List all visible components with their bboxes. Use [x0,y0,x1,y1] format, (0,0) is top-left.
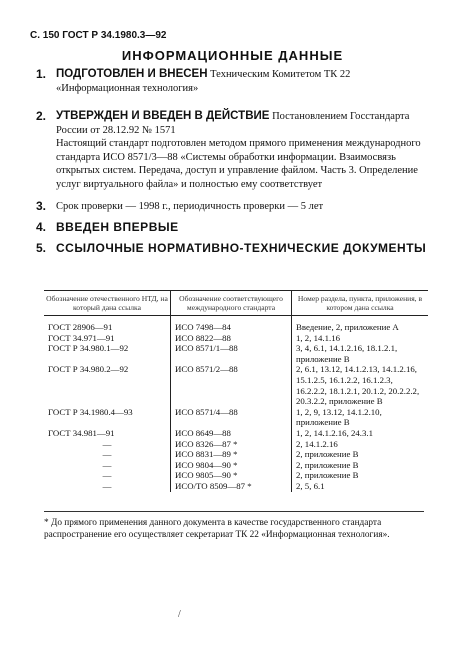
section-heading: УТВЕРЖДЕН И ВВЕДЕН В ДЕЙСТВИЕ [56,110,270,122]
table-cell: ИСО 9805—90 * [171,470,292,481]
table-cell: ГОСТ 34.981—91 [48,427,115,438]
column-header: Обозначение отечественного НТД, на который дана ссылка [44,291,171,316]
section-heading: ПОДГОТОВЛЕН И ВНЕСЕН [56,68,208,80]
table-cell: ИСО 8571/4—88 [171,407,292,428]
page-header: С. 150 ГОСТ Р 34.1980.3—92 [30,30,167,41]
section-text: Постановлением Госстандарта России от 28.12.92 № 1571 [56,111,410,136]
section-number: 5. [36,241,47,255]
table-cell: ИСО 9804—90 * [171,460,292,471]
table-row [44,449,428,460]
table-cell: ГОСТ Р 34.980.1—92 [48,343,129,354]
footnote-divider [44,511,424,512]
table-cell: ИСО 8571/2—88 [171,364,292,406]
table-cell: ИСО/ТО 8509—87 * [171,481,292,492]
table-row [44,364,428,406]
table-cell: 1, 2, 14.1.16 [292,333,429,344]
table-cell: Введение, 2, приложение А [292,316,429,333]
table-header-row [44,291,428,316]
table-cell: — [102,438,112,449]
section-number: 3. [36,199,47,213]
table-row [44,460,428,471]
section-5 [36,242,436,257]
table-cell: 2, приложение В [292,449,429,460]
table-cell: ГОСТ 28906—91 [48,322,113,332]
table-cell: — [102,480,112,491]
section-1 [36,68,436,95]
table-cell: ИСО 7498—84 [171,316,292,333]
table-row [44,428,428,439]
table-cell: ИСО 8571/1—88 [171,343,292,364]
section-4 [36,221,436,236]
section-extra-text: Настоящий стандарт подготовлен методом прямого применения международного стандарта ИСО 8571/3—88 «Системы обработки информации. Взаимосвязь открытых систем. Передача, доступ и управление файлом. Часть 3. Определение услуг виртуального файла» и полностью ему соответствует [56,138,421,190]
table-cell: ИСО 8326—87 * [171,439,292,450]
table-cell: 2, приложение В [292,470,429,481]
table-cell: — [102,459,112,470]
section-text: Техническим Комитетом ТК 22 «Информационная технология» [56,69,351,94]
table-row [44,470,428,481]
section-number: 4. [36,220,47,234]
table-row [44,316,428,333]
table-cell: 2, приложение В [292,460,429,471]
table-cell: ГОСТ 34.971—91 [48,332,115,343]
bottom-mark: / [178,609,181,620]
footnote: * До прямого применения данного документа в качестве государственного стандарта распространение его осуществляет секретариат ТК 22 «Информационная технология». [44,518,390,540]
table-cell: ГОСТ Р 34.980.2—92 [48,364,129,375]
references-table [44,290,428,492]
section-number: 2. [36,109,47,123]
table-row [44,343,428,364]
section-text: Срок проверки — 1998 г., периодичность проверки — 5 лет [56,201,324,212]
page-title: ИНФОРМАЦИОННЫЕ ДАННЫЕ [121,48,344,63]
table-cell: 1, 2, 14.1.2.16, 24.3.1 [292,428,429,439]
table-row [44,439,428,450]
table-cell: 2, 5, 6.1 [292,481,429,492]
section-3 [36,200,436,214]
section-heading: ВВЕДЕН ВПЕРВЫЕ [56,220,179,234]
column-header: Номер раздела, пункта, приложения, в котором дана ссылка [292,291,429,316]
table-row [44,407,428,428]
section-heading: ССЫЛОЧНЫЕ НОРМАТИВНО-ТЕХНИЧЕСКИЕ ДОКУМЕНТЫ [56,241,427,255]
table-cell: 2, 6.1, 13.12, 14.1.2.13, 14.1.2.16, 15.1.2.5, 16.1.2.2, 16.1.2.3, 16.2.2.2, 18.1.2.1, 20.1.2, 20.2.2.2, 20.3.2.2, приложение В [292,364,429,406]
table-cell: 1, 2, 9, 13.12, 14.1.2.10, приложение В [292,407,429,428]
table-cell: — [102,449,112,460]
table-cell: 2, 14.1.2.16 [292,439,429,450]
table-row [44,481,428,492]
table-cell: ИСО 8649—88 [171,428,292,439]
column-header: Обозначение соответствующего международного стандарта [171,291,292,316]
table-row [44,333,428,344]
table-cell: ИСО 8822—88 [171,333,292,344]
table-cell: 3, 4, 6.1, 14.1.2.16, 18.1.2.1, приложение В [292,343,429,364]
section-number: 1. [36,67,47,81]
table-cell: ИСО 8831—89 * [171,449,292,460]
section-2 [36,110,436,192]
table-cell: — [102,470,112,481]
table-cell: ГОСТ Р 34.1980.4—93 [48,406,133,417]
